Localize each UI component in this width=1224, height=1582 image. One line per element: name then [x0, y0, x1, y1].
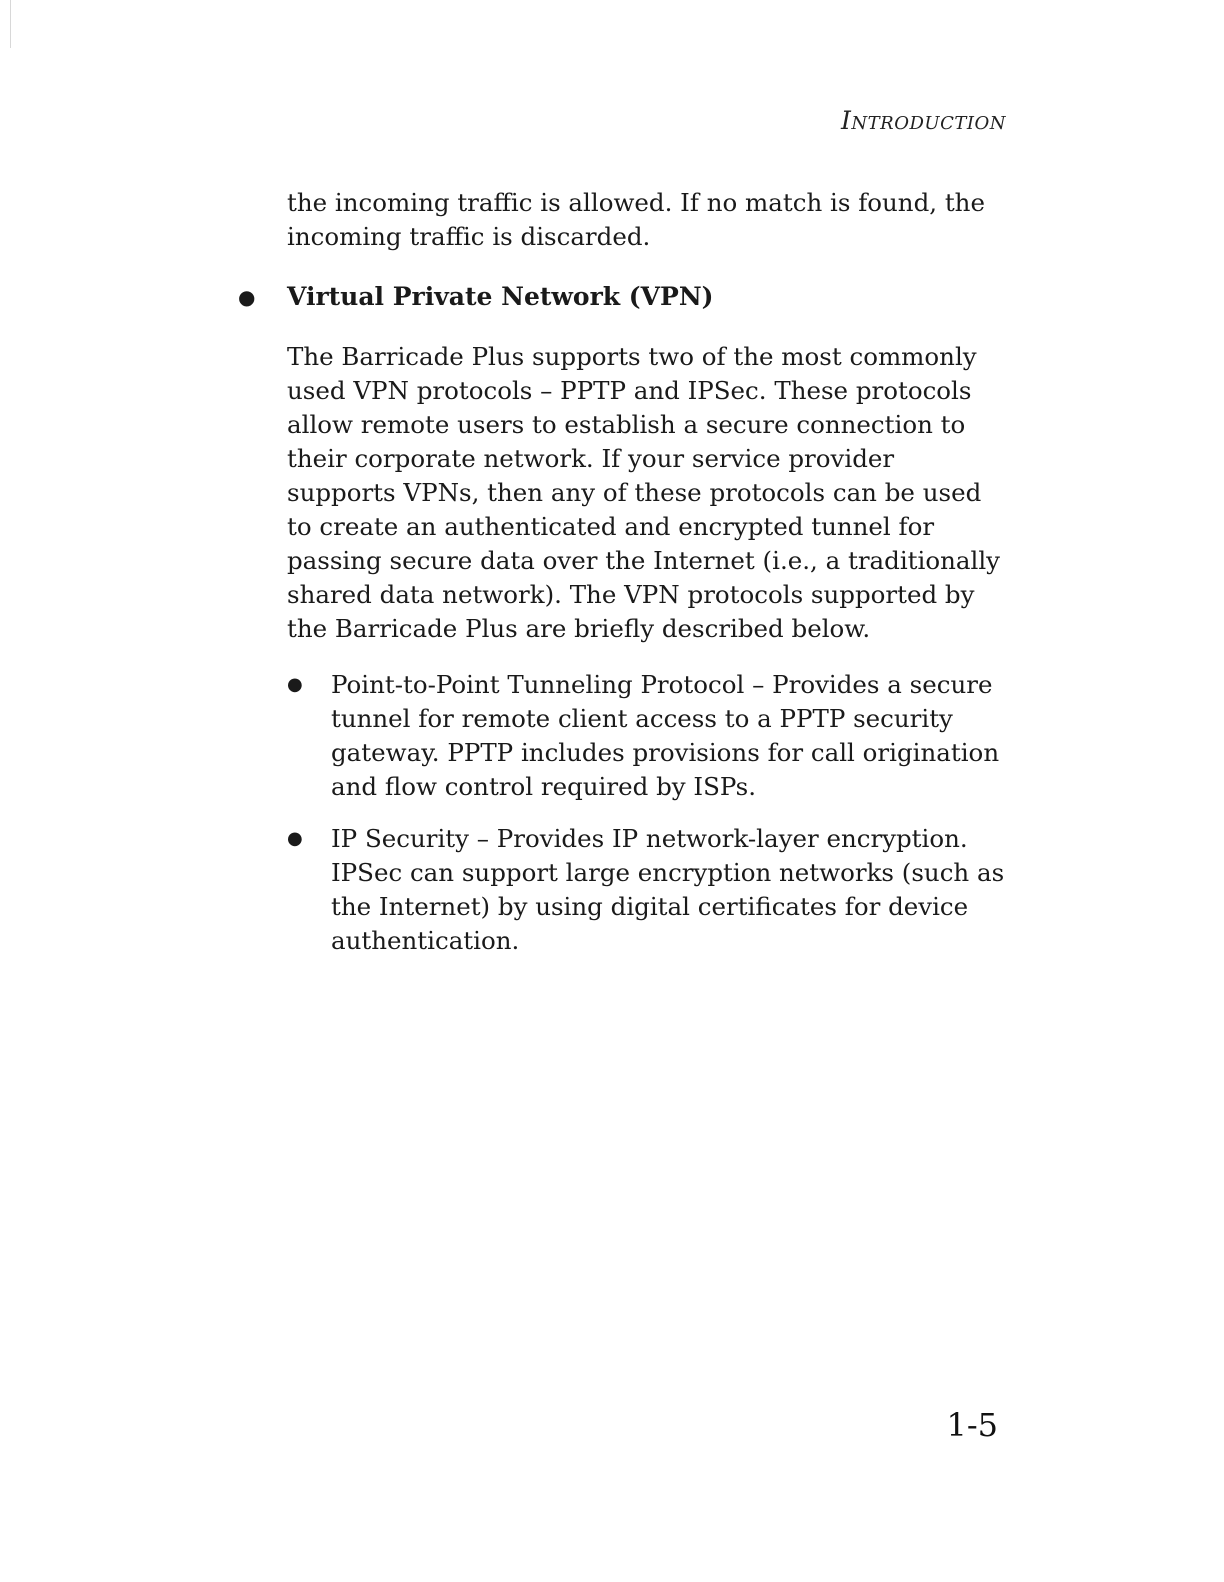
list-item-ipsec: [287, 822, 1007, 958]
continuation-paragraph: the incoming traffic is allowed. If no match is found, the incoming traffic is discarded.: [287, 188, 985, 251]
vpn-section: [238, 280, 1007, 958]
page-number: 1-5: [946, 1406, 998, 1444]
bullet-icon: ●: [287, 674, 303, 695]
list-item-text: Point-to-Point Tunneling Protocol – Provides a secure tunnel for remote client access to a PPTP security gateway. PPTP includes provisions for call origination and flow control required by ISPs.: [331, 670, 1000, 801]
scan-edge-mark: [10, 0, 11, 48]
list-item-pptp: [287, 668, 1007, 804]
running-header: Introduction: [841, 106, 1006, 135]
bullet-icon: ●: [287, 828, 303, 849]
section-heading: Virtual Private Network (VPN): [287, 282, 714, 311]
protocol-list: [287, 668, 1007, 958]
list-item-text: IP Security – Provides IP network-layer encryption. IPSec can support large encryption networks (such as the Internet) by using digital certificates for device authentication.: [331, 824, 1005, 955]
section-body-paragraph: The Barricade Plus supports two of the most commonly used VPN protocols – PPTP and IPSec. These protocols allow remote users to establish a secure connection to their corporate network. If your service provider supports VPNs, then any of these protocols can be used to create an authenticated and encrypted tunnel for passing secure data over the Internet (i.e., a traditionally shared data network). The VPN protocols supported by the Barricade Plus are briefly described below.: [287, 342, 1001, 643]
page-content: [238, 186, 1007, 976]
bullet-icon: ●: [238, 285, 256, 309]
